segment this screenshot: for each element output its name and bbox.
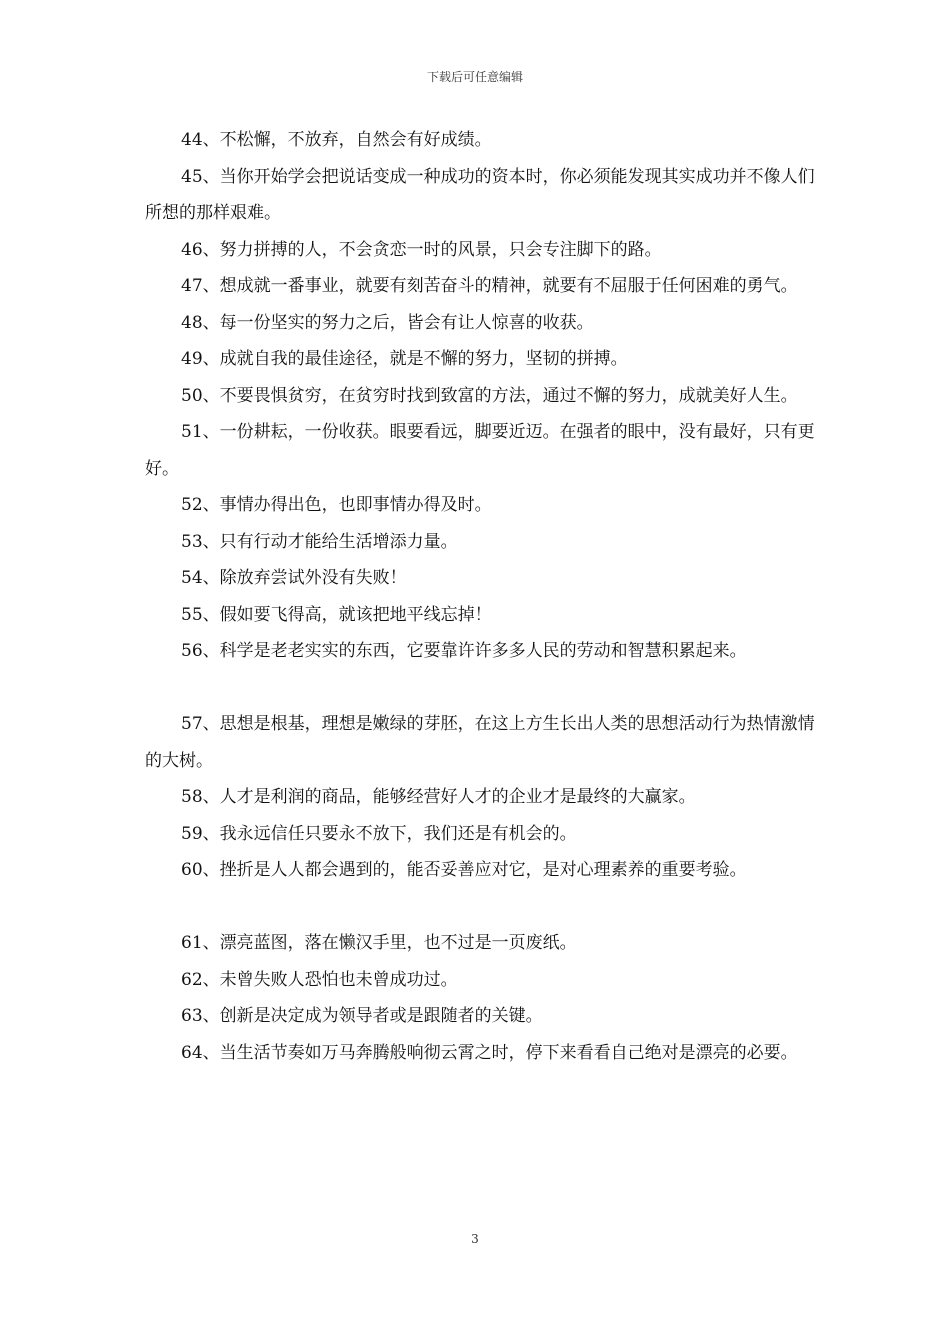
paragraph-60: 60、挫折是人人都会遇到的，能否妥善应对它，是对心理素养的重要考验。 (181, 860, 747, 880)
paragraph-53: 53、只有行动才能给生活增添力量。 (181, 531, 458, 552)
paragraph-47: 47、想成就一番事业，就要有刻苦奋斗的精神，就要有不屈服于任何困难的勇气。 (181, 276, 798, 296)
paragraph-64: 64、当生活节奏如万马奔腾般响彻云霄之时，停下来看看自己绝对是漂亮的必要。 (181, 1042, 798, 1063)
paragraph-46: 46、努力拼搏的人，不会贪恋一时的风景，只会专注脚下的路。 (181, 239, 662, 260)
paragraph-52: 52、事情办得出色，也即事情办得及时。 (181, 495, 492, 515)
blank-line (145, 670, 817, 707)
paragraph-45: 45、当你开始学会把说话变成一种成功的资本时，你必须能发现其实成功并不像人们所想的那样艰难。 (145, 166, 815, 223)
page-header: 下载后可任意编辑 (426, 70, 523, 84)
paragraph-59: 59、我永远信任只要永不放下，我们还是有机会的。 (181, 823, 577, 844)
paragraph-48: 48、每一份坚实的努力之后，皆会有让人惊喜的收获。 (181, 312, 594, 333)
paragraph-51: 51、一份耕耘，一份收获。眼要看远，脚要近迈。在强者的眼中，没有最好，只有更好。 (145, 422, 815, 479)
paragraph-49: 49、成就自我的最佳途径，就是不懈的努力，坚韧的拼搏。 (181, 349, 628, 369)
paragraph-61: 61、漂亮蓝图，落在懒汉手里，也不过是一页废纸。 (181, 933, 577, 953)
paragraph-56: 56、科学是老老实实的东西，它要靠许许多多人民的劳动和智慧积累起来。 (181, 641, 747, 661)
paragraph-54: 54、除放弃尝试外没有失败！ (181, 568, 407, 588)
paragraph-58: 58、人才是利润的商品，能够经营好人才的企业才是最终的大赢家。 (181, 787, 696, 807)
blank-line (145, 889, 817, 926)
paragraph-50: 50、不要畏惧贫穷，在贫穷时找到致富的方法，通过不懈的努力，成就美好人生。 (181, 385, 798, 406)
paragraph-62: 62、未曾失败人恐怕也未曾成功过。 (181, 969, 458, 990)
paragraph-63: 63、创新是决定成为领导者或是跟随者的关键。 (181, 1006, 543, 1026)
paragraph-55: 55、假如要飞得高，就该把地平线忘掉！ (181, 604, 492, 625)
paragraph-57: 57、思想是根基，理想是嫩绿的芽胚，在这上方生长出人类的思想活动行为热情激情的大树。 (145, 714, 815, 771)
paragraph-44: 44、不松懈，不放弃，自然会有好成绩。 (181, 130, 492, 150)
page-number: 3 (471, 1232, 479, 1246)
document-body (145, 122, 817, 1071)
